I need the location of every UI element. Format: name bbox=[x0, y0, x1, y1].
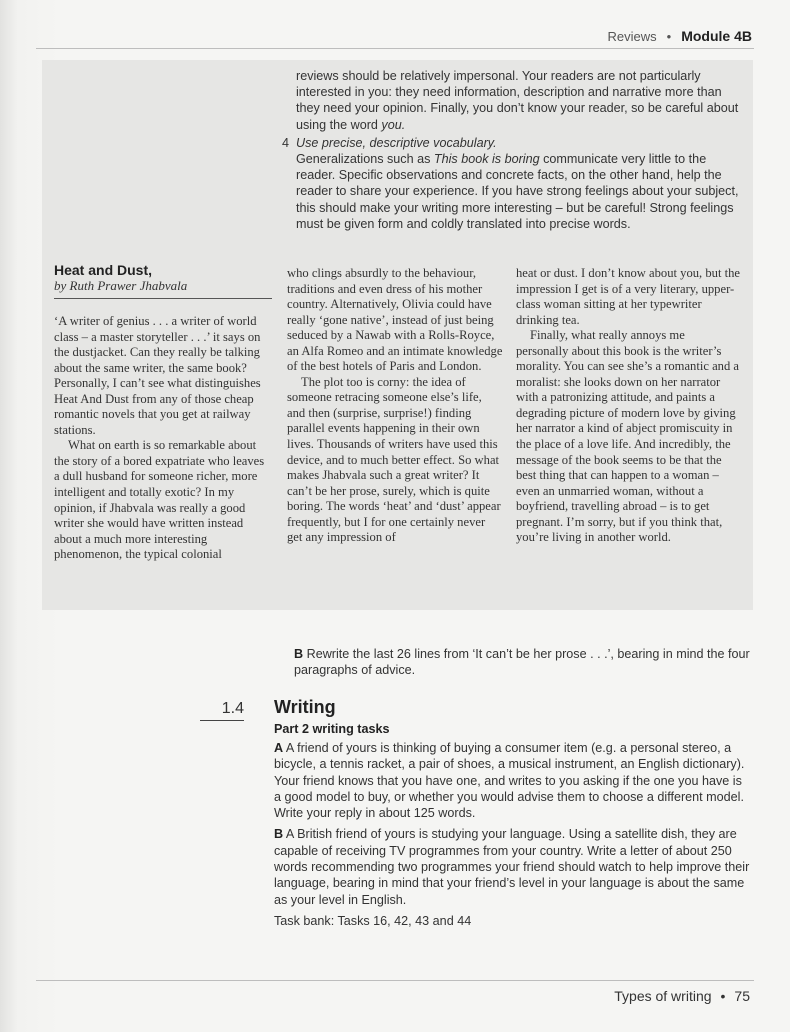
rewrite-task-text: Rewrite the last 26 lines from ‘It can’t be her prose . . .’, bearing in mind the four paragraphs of advice. bbox=[294, 647, 750, 677]
section-subtitle: Part 2 writing tasks bbox=[274, 722, 390, 736]
review-paragraph: The plot too is corny: the idea of someone retracing someone else’s life, and then (surprise, surprise!) finding parallel events happening in their own lives. Thousands of writers have used this device, and to much better effect. So what makes Jhabvala such a great writer? It can’t be her prose, surely, which is quite boring. The words ‘heat’ and ‘dust’ appear frequently, but I for one certainly never get any impression of bbox=[287, 374, 501, 545]
section-number: 1.4 bbox=[221, 700, 244, 717]
advice-item-4 bbox=[282, 135, 748, 232]
running-footer bbox=[614, 988, 750, 1004]
review-paragraph: heat or dust. I don’t know about you, but the impression I get is of a very literary, upper-class woman sitting at her typewriter drinking tea. bbox=[516, 266, 740, 327]
review-heading bbox=[54, 262, 272, 293]
task-bank-reference: Task bank: Tasks 16, 42, 43 and 44 bbox=[274, 913, 472, 928]
advice-item-heading: Use precise, descriptive vocabulary. bbox=[296, 135, 497, 150]
footer-separator: • bbox=[720, 988, 726, 1004]
advice-block bbox=[282, 68, 748, 232]
review-title: Heat and Dust, bbox=[54, 262, 153, 278]
review-paragraph: What on earth is so remarkable about the story of a bored expatriate who leaves a dull husband for someone richer, more intelligent and totally exotic? In my opinion, if Jhabvala was really a good writer she would have written instead about a much more interesting phenomenon, the typical colonial bbox=[54, 438, 265, 562]
advice-item-number: 4 bbox=[282, 135, 290, 150]
rewrite-task-letter: B bbox=[294, 647, 304, 661]
review-column-1 bbox=[54, 314, 272, 563]
header-separator: • bbox=[666, 29, 672, 44]
review-column-3 bbox=[516, 266, 740, 546]
footer-rule bbox=[36, 980, 754, 981]
writing-task-a: A A friend of yours is thinking of buying a consumer item (e.g. a personal stereo, a bicycle, a tennis racket, a pair of shoes, a musical instrument, an English dictionary). Your friend knows that you have one, and writes to you asking if the one you have is a good model to buy, or whether you would advise them to choose a different model. Write your reply in about 125 words. bbox=[274, 741, 745, 821]
review-paragraph: who clings absurdly to the behaviour, traditions and even dress of his mother country. Alternatively, Olivia could have really ‘gone native’, instead of just being seduced by a Nawab with a Rolls-Royce, an Alfa Romeo and an intimate knowledge of the best hotels of Paris and London. bbox=[287, 266, 503, 374]
review-paragraph: ‘A writer of genius . . . a writer of world class – a master storyteller . . .’ it says on the dustjacket. Can they really be talking about the same writer, the same book? Personally, I can’t see what distinguishes Heat And Dust from any of those cheap romantic novels that you get at railway stations. bbox=[54, 314, 261, 437]
advice-continuation: reviews should be relatively impersonal. Your readers are not particularly interested in you: they need information, description and narrative more than they need your opinion. Finally, you don’t know your reader, so be careful about using the word you. bbox=[296, 69, 739, 132]
rewrite-task bbox=[294, 646, 750, 678]
header-module: Module 4B bbox=[681, 28, 752, 44]
advice-continuation-emphasis: you. bbox=[381, 117, 406, 132]
writing-task-b: B A British friend of yours is studying your language. Using a satellite dish, they are capable of receiving TV programmes from your country. Write a letter of about 250 words recommending two programmes your friend should watch to help improve their language, bearing in mind that your friend’s level in your language is about the same as your level in English. bbox=[274, 827, 750, 907]
running-header bbox=[608, 28, 752, 44]
section-number-rule bbox=[200, 720, 244, 721]
section-title: Writing bbox=[274, 697, 336, 717]
page-number: 75 bbox=[734, 988, 750, 1004]
advice-item-text: Generalizations such as This book is boring communicate very little to the reader. Specific observations and concrete facts, on the other hand, help the reader to share your experience. If you have strong feelings about your subject, this should make your writing more interesting – but be careful! Strong feelings must be given form and coldly translated into precise words. bbox=[296, 152, 739, 231]
review-byline: by Ruth Prawer Jhabvala bbox=[54, 278, 188, 293]
review-title-rule bbox=[54, 298, 272, 299]
footer-label: Types of writing bbox=[614, 988, 712, 1004]
header-section: Reviews bbox=[607, 29, 657, 44]
writing-tasks bbox=[274, 740, 750, 934]
header-rule bbox=[36, 48, 754, 49]
advice-item-emphasis: This book is boring bbox=[433, 152, 540, 167]
review-paragraph: Finally, what really annoys me personally about this book is the writer’s morality. You can see she’s a romantic and a moralist: she looks down on her narrator with a patronizing attitude, and paints a degrading picture of modern love by giving her narrator a kind of abject promiscuity in the place of a love life. And incredibly, the message of the book seems to be that the best thing that can happen to a woman – even an unmarried woman, without a boyfriend, travelling abroad – is to get pregnant. I’m sorry, but if you think that, you’re living in another world. bbox=[516, 328, 740, 545]
review-column-2 bbox=[287, 266, 503, 546]
